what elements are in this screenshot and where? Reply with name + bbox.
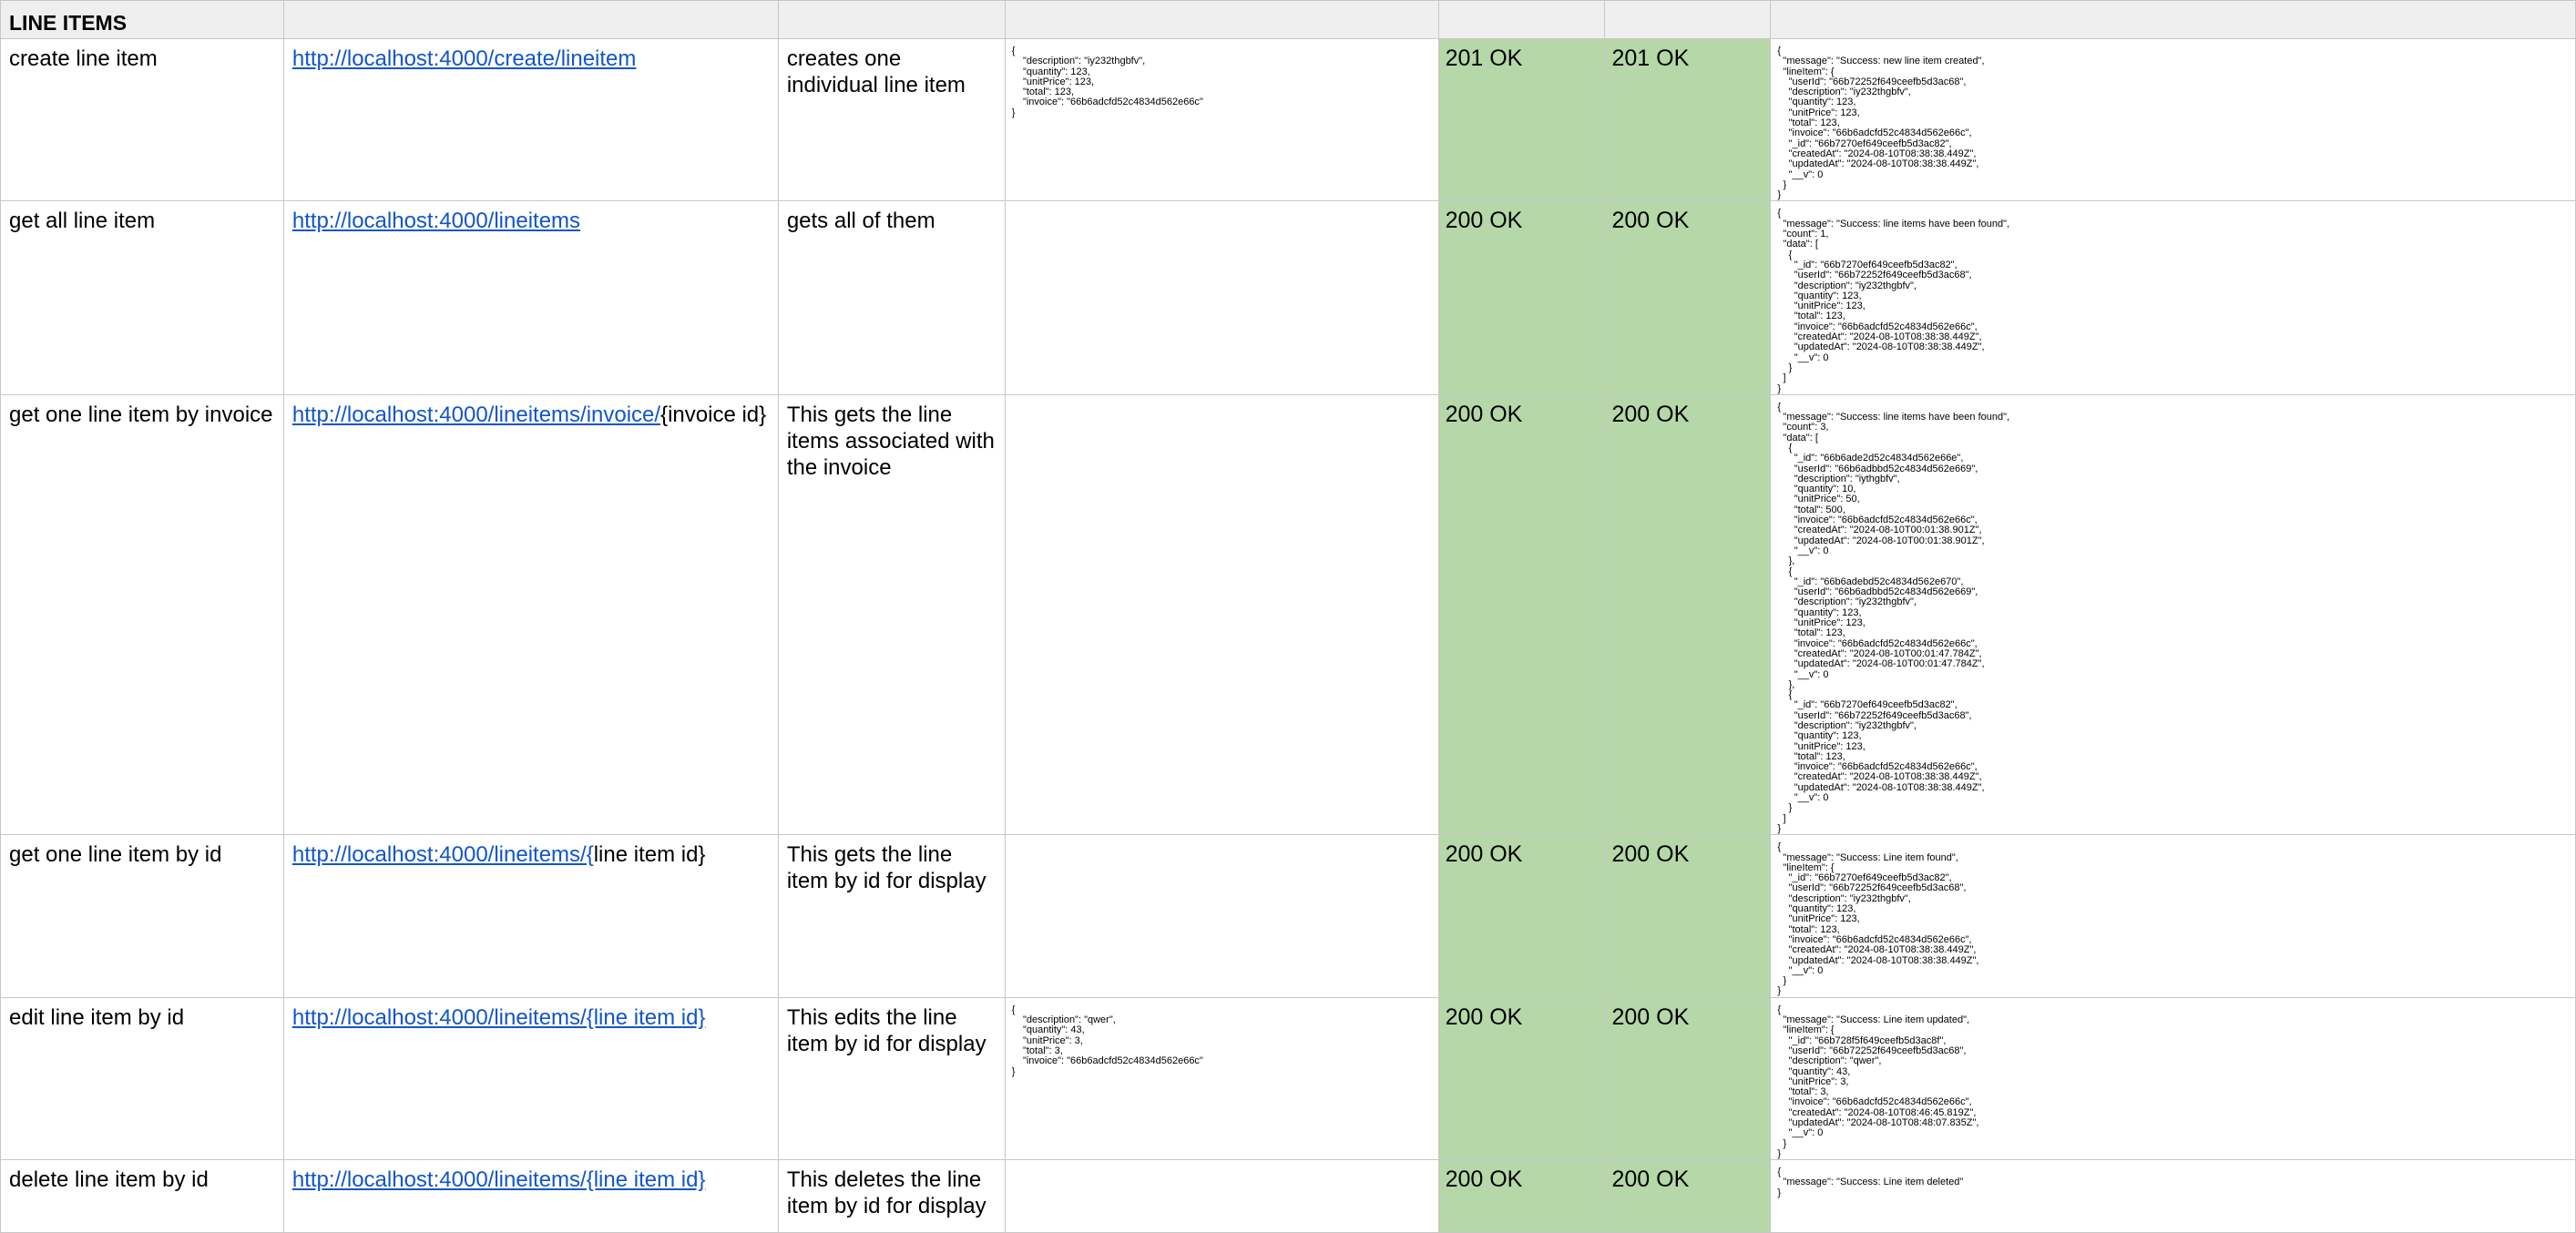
response-body: { "message": "Success: Line item deleted" } xyxy=(1777,1167,1964,1198)
endpoint-description: creates one individual line item xyxy=(786,46,966,97)
expected-status-cell[interactable] xyxy=(1438,394,1605,834)
response-body: { "message": "Success: Line item found", "lineItem": { "_id": "66b7270ef649ceefb5d3ac82", "userId": "66b72252f649ceefb5d3ac68", "description": "iy232thgbfv", "quantity": 123, "unitPrice": 123, "total": 123, "invoice": "66b6adcfd52c4834d562e66c", "createdAt": "2024-08-10T08:38:38.449Z", "updatedAt": "2024-08-10T08:38:38.449Z", "__v": 0 } } xyxy=(1777,841,1979,997)
url-cell[interactable] xyxy=(283,39,778,201)
header-cell-e[interactable] xyxy=(1438,1,1605,39)
expected-status-cell[interactable] xyxy=(1438,997,1605,1159)
endpoint-link[interactable]: http://localhost:4000/create/lineitem xyxy=(291,46,637,71)
response-body: { "message": "Success: line items have been found", "count": 1, "data": [ { "_id": "66b7270ef649ceefb5d3ac82", "userId": "66b72252f649ceefb5d3ac68", "description": "iy232thgbfv", "quantity": 123, "unitPrice": 123, "total": 123, "invoice": "66b6adcfd52c4834d562e66c", "createdAt": "2024-08-10T08:38:38.449Z", "updatedAt": "2024-08-10T08:38:38.449Z", "__v": 0 } ] } xyxy=(1777,208,2010,394)
endpoint-description: This deletes the line item by id for display xyxy=(786,1167,986,1219)
section-title: LINE ITEMS xyxy=(9,11,128,35)
endpoint-name: get one line item by invoice xyxy=(9,402,273,427)
table-row xyxy=(1,201,2576,394)
header-cell-d[interactable] xyxy=(1005,1,1438,39)
actual-status: 200 OK xyxy=(1611,841,1690,868)
header-cell-f[interactable] xyxy=(1605,1,1771,39)
name-cell[interactable] xyxy=(1,1160,284,1233)
endpoint-name: get all line item xyxy=(9,209,156,234)
endpoint-name: delete line item by id xyxy=(9,1167,209,1193)
header-cell-b[interactable] xyxy=(283,1,778,39)
actual-status: 200 OK xyxy=(1611,208,1690,234)
request-body xyxy=(1006,395,1438,403)
endpoint-link[interactable]: http://localhost:4000/lineitems/{line item id} xyxy=(291,1167,706,1193)
endpoint-name: edit line item by id xyxy=(9,1004,185,1030)
request-cell[interactable] xyxy=(1005,835,1438,997)
expected-status: 200 OK xyxy=(1445,841,1523,868)
name-cell[interactable] xyxy=(1,201,284,394)
actual-status-cell[interactable] xyxy=(1605,1160,1771,1233)
endpoint-name: create line item xyxy=(9,46,158,71)
expected-status: 200 OK xyxy=(1445,1167,1523,1193)
url-cell[interactable] xyxy=(283,1160,778,1233)
header-cell-c[interactable] xyxy=(778,1,1005,39)
name-cell[interactable] xyxy=(1,39,284,201)
request-body xyxy=(1006,835,1438,842)
endpoint-description: This gets the line item by id for display xyxy=(786,842,986,894)
actual-status-cell[interactable] xyxy=(1605,997,1771,1159)
actual-status: 200 OK xyxy=(1611,1167,1690,1193)
request-body xyxy=(1006,201,1438,209)
request-body: { "description": "qwer", "quantity": 43, "unitPrice": 3, "total": 3, "invoice": "66b6adcfd52c4834d562e66c" } xyxy=(1011,1004,1203,1077)
response-cell[interactable] xyxy=(1771,39,2576,201)
actual-status-cell[interactable] xyxy=(1605,39,1771,201)
actual-status: 200 OK xyxy=(1611,401,1690,427)
endpoint-description: This edits the line item by id for display xyxy=(786,1004,986,1056)
expected-status: 200 OK xyxy=(1445,208,1523,234)
table-row xyxy=(1,1160,2576,1233)
expected-status-cell[interactable] xyxy=(1438,835,1605,997)
expected-status: 200 OK xyxy=(1445,1004,1523,1030)
request-body xyxy=(1006,1160,1438,1167)
request-cell[interactable] xyxy=(1005,39,1438,201)
section-header-row xyxy=(1,1,2576,39)
response-body: { "message": "Success: line items have been found", "count": 3, "data": [ { "_id": "66b6ade2d52c4834d562e66e", "userId": "66b6adbbd52c4834d562e669", "description": "iythgbfv", "quantity": 10, "unitPrice": 50, "total": 500, "invoice": "66b6adcfd52c4834d562e66c", "createdAt": "2024-08-10T00:01:38.901Z", "updatedAt": "2024-08-10T00:01:38.901Z", "__v": 0 }, { "_id": "66b6adebd52c4834d562e670", "userId": "66b6adbbd52c4834d562e669", "description": "iy232thgbfv", "quantity": 123, "unitPrice": 123, "total": 123, "invoice": "66b6adcfd52c4834d562e66c", "createdAt": "2024-08-10T00:01:47.784Z", "updatedAt": "2024-08-10T00:01:47.784Z", "__v": 0 }, { "_id": "66b7270ef649ceefb5d3ac82", "userId": "66b72252f649ceefb5d3ac68", "description": "iy232thgbfv", "quantity": 123, "unitPrice": 123, "total": 123, "invoice": "66b6adcfd52c4834d562e66c", "createdAt": "2024-08-10T08:38:38.449Z", "updatedAt": "2024-08-10T08:38:38.449Z", "__v": 0 } ] } xyxy=(1777,401,2010,834)
endpoint-link[interactable]: http://localhost:4000/lineitems/{line item id} xyxy=(291,1004,706,1030)
actual-status: 200 OK xyxy=(1611,1004,1690,1030)
endpoint-description: gets all of them xyxy=(786,209,935,234)
endpoint-link[interactable]: http://localhost:4000/lineitems xyxy=(291,209,581,234)
actual-status: 201 OK xyxy=(1611,46,1690,71)
response-cell[interactable] xyxy=(1771,835,2576,997)
response-body: { "message": "Success: new line item created", "lineItem": { "userId": "66b72252f649ceefb5d3ac68", "description": "iy232thgbfv", "quantity": 123, "unitPrice": 123, "total": 123, "invoice": "66b6adcfd52c4834d562e66c", "_id": "66b7270ef649ceefb5d3ac82", "createdAt": "2024-08-10T08:38:38.449Z", "updatedAt": "2024-08-10T08:38:38.449Z", "__v": 0 } } xyxy=(1777,46,1985,201)
response-cell[interactable] xyxy=(1771,394,2576,834)
request-cell[interactable] xyxy=(1005,1160,1438,1233)
description-cell[interactable] xyxy=(778,997,1005,1159)
description-cell[interactable] xyxy=(778,201,1005,394)
endpoint-name: get one line item by id xyxy=(9,842,222,868)
table-row xyxy=(1,835,2576,997)
url-cell[interactable] xyxy=(283,835,778,997)
name-cell[interactable] xyxy=(1,997,284,1159)
request-cell[interactable] xyxy=(1005,201,1438,394)
endpoint-url-suffix: {invoice id} xyxy=(660,402,767,427)
request-cell[interactable] xyxy=(1005,394,1438,834)
response-cell[interactable] xyxy=(1771,1160,2576,1233)
actual-status-cell[interactable] xyxy=(1605,201,1771,394)
response-body: { "message": "Success: Line item updated", "lineItem": { "_id": "66b728f5f649ceefb5d3ac8f", "userId": "66b72252f649ceefb5d3ac68", "description": "qwer", "quantity": 43, "unitPrice": 3, "total": 3, "invoice": "66b6adcfd52c4834d562e66c", "createdAt": "2024-08-10T08:46:45.819Z", "updatedAt": "2024-08-10T08:48:07.835Z", "__v": 0 } } xyxy=(1777,1004,1979,1159)
header-cell-g[interactable] xyxy=(1771,1,2576,39)
url-cell[interactable] xyxy=(283,997,778,1159)
endpoint-link[interactable]: http://localhost:4000/lineitems/invoice/ xyxy=(291,402,661,427)
expected-status: 200 OK xyxy=(1445,401,1523,427)
description-cell[interactable] xyxy=(778,835,1005,997)
expected-status-cell[interactable] xyxy=(1438,1160,1605,1233)
description-cell[interactable] xyxy=(778,394,1005,834)
request-cell[interactable] xyxy=(1005,997,1438,1159)
name-cell[interactable] xyxy=(1,394,284,834)
endpoint-link[interactable]: http://localhost:4000/lineitems/{ xyxy=(291,842,594,868)
url-cell[interactable] xyxy=(283,394,778,834)
response-cell[interactable] xyxy=(1771,201,2576,394)
expected-status: 201 OK xyxy=(1445,46,1523,71)
endpoint-url-suffix: line item id} xyxy=(593,842,706,868)
endpoint-description: This gets the line items associated with the invoice xyxy=(786,402,995,480)
table-row xyxy=(1,997,2576,1159)
table-row xyxy=(1,39,2576,201)
expected-status-cell[interactable] xyxy=(1438,201,1605,394)
name-cell[interactable] xyxy=(1,835,284,997)
actual-status-cell[interactable] xyxy=(1605,835,1771,997)
actual-status-cell[interactable] xyxy=(1605,394,1771,834)
response-cell[interactable] xyxy=(1771,997,2576,1159)
description-cell[interactable] xyxy=(778,39,1005,201)
header-cell-a[interactable] xyxy=(1,1,284,39)
table-row xyxy=(1,394,2576,834)
expected-status-cell[interactable] xyxy=(1438,39,1605,201)
request-body: { "description": "iy232thgbfv", "quantity": 123, "unitPrice": 123, "total": 123, "invoice": "66b6adcfd52c4834d562e66c" } xyxy=(1011,46,1203,118)
description-cell[interactable] xyxy=(778,1160,1005,1233)
url-cell[interactable] xyxy=(283,201,778,394)
